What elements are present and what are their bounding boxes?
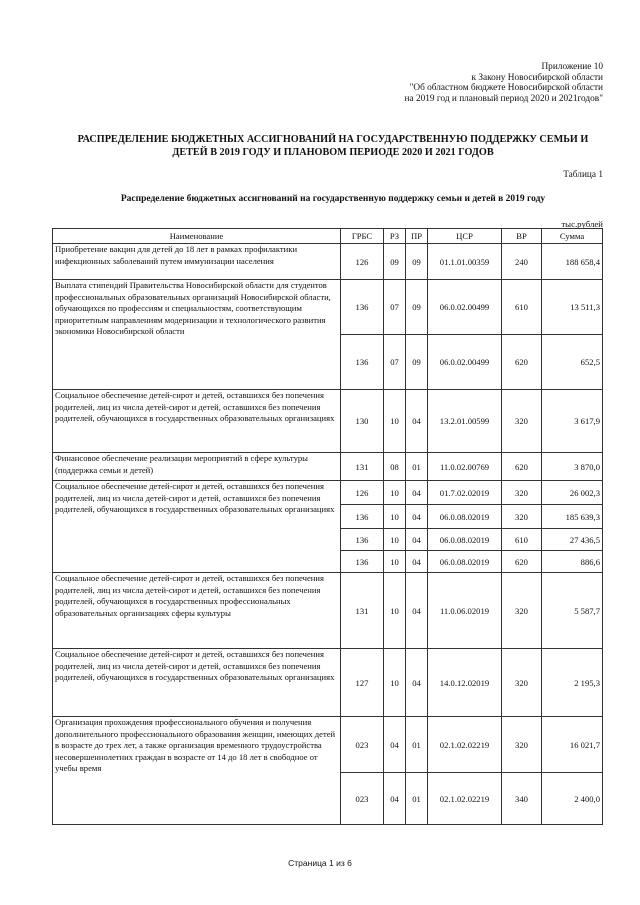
- grbs-cell: 136: [341, 280, 384, 335]
- grbs-cell: 136: [341, 505, 384, 529]
- table-row: [53, 390, 603, 453]
- vr-cell: 610: [502, 529, 542, 551]
- appendix-note: [303, 62, 603, 104]
- sum-cell: 27 436,5: [542, 529, 603, 551]
- pr-cell: 04: [406, 481, 428, 505]
- page-footer: Страница 1 из 6: [288, 858, 352, 868]
- appendix-line: "Об областном бюджете Новосибирской области: [409, 83, 603, 94]
- rz-cell: 07: [384, 335, 406, 390]
- csr-cell: 11.0.02.00769: [428, 453, 502, 481]
- grbs-cell: 131: [341, 453, 384, 481]
- appendix-line: Приложение 10: [541, 62, 603, 72]
- column-header-grbs: ГРБС: [341, 229, 384, 244]
- table-subtitle: Распределение бюджетных ассигнований на государственную поддержку семьи и детей в 2019 году: [120, 194, 546, 204]
- vr-cell: 340: [502, 773, 542, 825]
- csr-cell: 06.0.08.02019: [428, 529, 502, 551]
- rz-cell: 10: [384, 505, 406, 529]
- grbs-cell: 126: [341, 244, 384, 280]
- column-header-rz: РЗ: [384, 229, 406, 244]
- page-title-line: РАСПРЕДЕЛЕНИЕ БЮДЖЕТНЫХ АССИГНОВАНИЙ НА ГОСУДАРСТВЕННУЮ ПОДДЕРЖКУ СЕМЬИ И: [77, 134, 589, 145]
- vr-cell: 620: [502, 453, 542, 481]
- csr-cell: 14.0.12.02019: [428, 649, 502, 717]
- rz-cell: 04: [384, 773, 406, 825]
- sum-cell: 26 002,3: [542, 481, 603, 505]
- pr-cell: 01: [406, 717, 428, 773]
- pr-cell: 01: [406, 453, 428, 481]
- grbs-cell: 126: [341, 481, 384, 505]
- table-row: [53, 717, 603, 773]
- csr-cell: 11.0.06.02019: [428, 573, 502, 649]
- sum-cell: 13 511,3: [542, 280, 603, 335]
- appendix-line: на 2019 год и плановый период 2020 и 2021годов": [404, 93, 603, 104]
- table-row: [53, 649, 603, 717]
- pr-cell: 04: [406, 529, 428, 551]
- column-header-pr: ПР: [406, 229, 428, 244]
- column-header-csr: ЦСР: [428, 229, 502, 244]
- column-header-sum: Сумма: [542, 229, 603, 244]
- sum-cell: 3 617,9: [542, 390, 603, 453]
- table-row: [53, 280, 603, 335]
- row-name-cell: Приобретение вакцин для детей до 18 лет в рамках профилактики инфекционных заболеваний путем иммунизации населения: [53, 244, 341, 280]
- table-row: [53, 453, 603, 481]
- table-header-row: [53, 229, 603, 244]
- rz-cell: 10: [384, 481, 406, 505]
- vr-cell: 320: [502, 481, 542, 505]
- csr-cell: 06.0.08.02019: [428, 551, 502, 573]
- pr-cell: 04: [406, 649, 428, 717]
- appendix-line: к Закону Новосибирской области: [471, 72, 603, 83]
- rz-cell: 10: [384, 551, 406, 573]
- csr-cell: 01.1.01.00359: [428, 244, 502, 280]
- sum-cell: 2 195,3: [542, 649, 603, 717]
- sum-cell: 16 021,7: [542, 717, 603, 773]
- pr-cell: 04: [406, 505, 428, 529]
- rz-cell: 07: [384, 280, 406, 335]
- row-name-cell: Социальное обеспечение детей-сирот и детей, оставшихся без попечения родителей, лиц из числа детей-сирот и детей, оставшихся без попечения родителей, обучающихся в государственных профессиональных образовательных организациях сферы культуры: [53, 573, 341, 649]
- row-name-cell: Социальное обеспечение детей-сирот и детей, оставшихся без попечения родителей, лиц из числа детей-сирот и детей, оставшихся без попечения родителей, обучающихся в государственных образовательных организациях: [53, 481, 341, 573]
- rz-cell: 08: [384, 453, 406, 481]
- vr-cell: 320: [502, 649, 542, 717]
- csr-cell: 06.0.02.00499: [428, 335, 502, 390]
- row-name-cell: Социальное обеспечение детей-сирот и детей, оставшихся без попечения родителей, лиц из числа детей-сирот и детей, оставшихся без попечения родителей, обучающихся в государственных образовательных организациях: [53, 649, 341, 717]
- pr-cell: 01: [406, 773, 428, 825]
- csr-cell: 01.7.02.02019: [428, 481, 502, 505]
- sum-cell: 652,5: [542, 335, 603, 390]
- csr-cell: 02.1.02.02219: [428, 773, 502, 825]
- vr-cell: 620: [502, 551, 542, 573]
- page-title: [70, 134, 596, 159]
- rz-cell: 10: [384, 529, 406, 551]
- grbs-cell: 023: [341, 717, 384, 773]
- pr-cell: 09: [406, 280, 428, 335]
- column-header-vr: ВР: [502, 229, 542, 244]
- table-body: [53, 244, 603, 825]
- sum-cell: 5 587,7: [542, 573, 603, 649]
- pr-cell: 04: [406, 551, 428, 573]
- grbs-cell: 131: [341, 573, 384, 649]
- sum-cell: 886,6: [542, 551, 603, 573]
- grbs-cell: 136: [341, 551, 384, 573]
- rz-cell: 10: [384, 390, 406, 453]
- sum-cell: 2 400,0: [542, 773, 603, 825]
- budget-table: [52, 228, 603, 825]
- grbs-cell: 127: [341, 649, 384, 717]
- csr-cell: 13.2.01.00599: [428, 390, 502, 453]
- rz-cell: 09: [384, 244, 406, 280]
- row-name-cell: Финансовое обеспечение реализации мероприятий в сфере культуры (поддержка семьи и детей): [53, 453, 341, 481]
- page-title-line: ДЕТЕЙ В 2019 ГОДУ И ПЛАНОВОМ ПЕРИОДЕ 2020 И 2021 ГОДОВ: [172, 146, 494, 158]
- table-number: Таблица 1: [563, 170, 603, 180]
- table-row: [53, 573, 603, 649]
- rz-cell: 04: [384, 717, 406, 773]
- sum-cell: 185 639,3: [542, 505, 603, 529]
- vr-cell: 320: [502, 717, 542, 773]
- units-label: тыс.рублей: [561, 219, 603, 229]
- column-header-name: Наименование: [53, 229, 341, 244]
- sum-cell: 188 658,4: [542, 244, 603, 280]
- sum-cell: 3 870,0: [542, 453, 603, 481]
- vr-cell: 240: [502, 244, 542, 280]
- row-name-cell: Выплата стипендий Правительства Новосибирской области для студентов профессиональных образовательных организаций Новосибирской области, обучающихся по профессиям и специальностям, соответствующим приоритетным направлениям модернизации и технологического развития экономики Новосибирской области: [53, 280, 341, 390]
- row-name-cell: Социальное обеспечение детей-сирот и детей, оставшихся без попечения родителей, лиц из числа детей-сирот и детей, оставшихся без попечения родителей, обучающихся в государственных образовательных организациях: [53, 390, 341, 453]
- csr-cell: 06.0.02.00499: [428, 280, 502, 335]
- vr-cell: 320: [502, 573, 542, 649]
- grbs-cell: 130: [341, 390, 384, 453]
- grbs-cell: 023: [341, 773, 384, 825]
- grbs-cell: 136: [341, 529, 384, 551]
- pr-cell: 04: [406, 573, 428, 649]
- vr-cell: 320: [502, 505, 542, 529]
- csr-cell: 06.0.08.02019: [428, 505, 502, 529]
- vr-cell: 620: [502, 335, 542, 390]
- table-row: [53, 244, 603, 280]
- rz-cell: 10: [384, 573, 406, 649]
- pr-cell: 09: [406, 244, 428, 280]
- pr-cell: 09: [406, 335, 428, 390]
- csr-cell: 02.1.02.02219: [428, 717, 502, 773]
- vr-cell: 610: [502, 280, 542, 335]
- vr-cell: 320: [502, 390, 542, 453]
- rz-cell: 10: [384, 649, 406, 717]
- grbs-cell: 136: [341, 335, 384, 390]
- table-row: [53, 481, 603, 505]
- row-name-cell: Организация прохождения профессионального обучения и получения дополнительного профессионального образования женщин, имеющих детей в возрасте до трех лет, а также организация временного трудоустройства несовершеннолетних граждан в возрасте от 14 до 18 лет в свободное от учебы время: [53, 717, 341, 825]
- pr-cell: 04: [406, 390, 428, 453]
